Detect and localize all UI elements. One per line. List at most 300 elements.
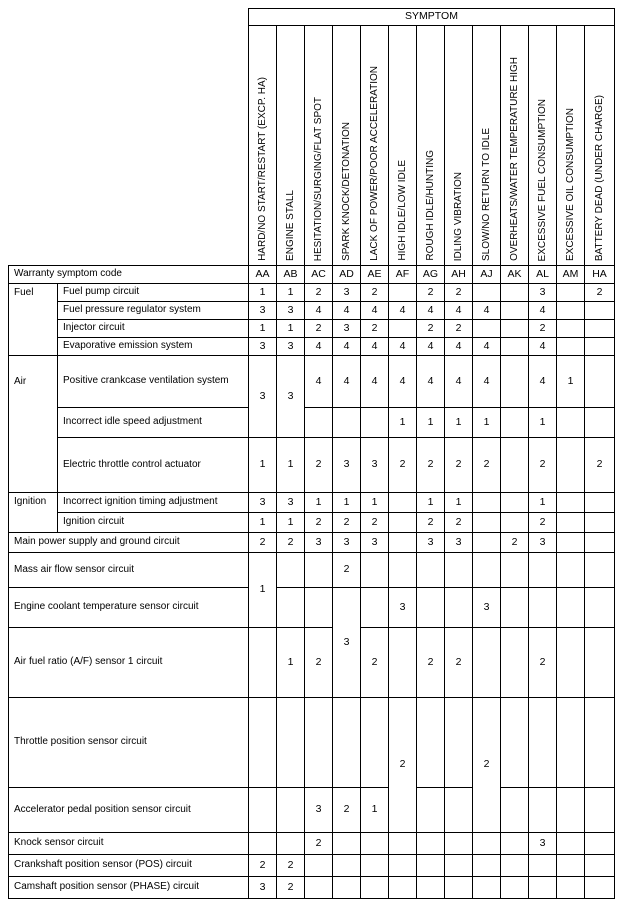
value-cell xyxy=(305,698,333,788)
value-cell: 2 xyxy=(389,438,417,493)
row-electric-throttle-actuator xyxy=(9,438,615,493)
value-cell: 1 xyxy=(277,628,305,698)
value-cell: 4 xyxy=(389,356,417,408)
row-label: Incorrect idle speed adjustment xyxy=(58,408,249,438)
value-cell: 4 xyxy=(473,356,501,408)
value-cell xyxy=(557,553,585,588)
value-cell xyxy=(557,698,585,788)
value-cell xyxy=(557,855,585,877)
value-cell: 2 xyxy=(389,698,417,833)
value-cell: 4 xyxy=(361,302,389,320)
value-cell: 2 xyxy=(305,438,333,493)
symptom-header: SYMPTOM xyxy=(249,9,615,26)
value-cell xyxy=(445,588,473,628)
value-cell: 2 xyxy=(249,855,277,877)
value-cell: 2 xyxy=(445,513,473,533)
row-knock-sensor xyxy=(9,833,615,855)
column-header-label: LACK OF POWER/POOR ACCELERATION xyxy=(369,66,380,261)
warranty-code-cell: AE xyxy=(361,266,389,284)
value-cell: 2 xyxy=(305,513,333,533)
value-cell: 1 xyxy=(249,438,277,493)
value-cell xyxy=(557,833,585,855)
value-cell xyxy=(417,698,445,788)
value-cell xyxy=(585,338,615,356)
value-cell: 3 xyxy=(361,438,389,493)
value-cell xyxy=(305,408,333,438)
value-cell: 4 xyxy=(445,356,473,408)
value-cell: 2 xyxy=(529,438,557,493)
row-label: Throttle position sensor circuit xyxy=(9,698,249,788)
value-cell xyxy=(529,877,557,899)
column-header-label: HARD/NO START/RESTART (EXCP. HA) xyxy=(257,77,268,261)
column-header-label: SPARK KNOCK/DETONATION xyxy=(341,122,352,261)
value-cell: 4 xyxy=(473,338,501,356)
value-cell: 3 xyxy=(333,533,361,553)
column-header-label: EXCESSIVE OIL CONSUMPTION xyxy=(565,108,576,261)
category-label: Fuel xyxy=(9,284,58,356)
value-cell xyxy=(333,698,361,788)
row-label: Fuel pump circuit xyxy=(58,284,249,302)
value-cell xyxy=(417,788,445,833)
value-cell: 2 xyxy=(277,877,305,899)
row-label: Engine coolant temperature sensor circuit xyxy=(9,588,249,628)
value-cell: 1 xyxy=(417,493,445,513)
row-label: Electric throttle control actuator xyxy=(58,438,249,493)
value-cell: 4 xyxy=(417,356,445,408)
value-cell xyxy=(557,877,585,899)
value-cell xyxy=(277,553,305,588)
column-header-label: EXCESSIVE FUEL CONSUMPTION xyxy=(537,98,548,261)
value-cell: 4 xyxy=(529,356,557,408)
row-label: Evaporative emission system xyxy=(58,338,249,356)
value-cell: 1 xyxy=(277,513,305,533)
column-header-cell xyxy=(333,26,361,266)
value-cell: 2 xyxy=(501,533,529,553)
column-header-cell xyxy=(585,26,615,266)
value-cell: 4 xyxy=(389,338,417,356)
value-cell: 2 xyxy=(249,533,277,553)
value-cell xyxy=(501,628,529,698)
value-cell xyxy=(249,628,277,698)
value-cell xyxy=(333,855,361,877)
value-cell xyxy=(333,877,361,899)
row-af-sensor-1 xyxy=(9,628,615,698)
value-cell: 1 xyxy=(249,513,277,533)
value-cell xyxy=(417,855,445,877)
value-cell: 2 xyxy=(361,513,389,533)
value-cell: 4 xyxy=(473,302,501,320)
value-cell: 2 xyxy=(277,533,305,553)
category-label: Ignition xyxy=(9,493,58,533)
value-cell xyxy=(501,338,529,356)
value-cell xyxy=(249,788,277,833)
row-ignition-timing xyxy=(9,493,615,513)
column-header-cell xyxy=(417,26,445,266)
value-cell: 2 xyxy=(473,698,501,833)
value-cell xyxy=(585,588,615,628)
column-header-cell xyxy=(473,26,501,266)
warranty-code-cell: AK xyxy=(501,266,529,284)
value-cell xyxy=(417,877,445,899)
column-header-label: ENGINE STALL xyxy=(285,190,296,261)
value-cell: 2 xyxy=(333,513,361,533)
warranty-code-cell: AL xyxy=(529,266,557,284)
value-cell: 2 xyxy=(305,628,333,698)
value-cell xyxy=(473,855,501,877)
value-cell: 2 xyxy=(361,284,389,302)
value-cell xyxy=(557,493,585,513)
value-cell: 3 xyxy=(333,320,361,338)
row-label: Knock sensor circuit xyxy=(9,833,249,855)
value-cell xyxy=(557,408,585,438)
value-cell xyxy=(557,338,585,356)
value-cell xyxy=(585,553,615,588)
value-cell: 3 xyxy=(277,493,305,513)
value-cell: 2 xyxy=(585,438,615,493)
warranty-code-cell: AM xyxy=(557,266,585,284)
warranty-code-cell: AC xyxy=(305,266,333,284)
value-cell xyxy=(557,284,585,302)
value-cell: 3 xyxy=(249,356,277,438)
value-cell xyxy=(389,533,417,553)
value-cell xyxy=(389,833,417,855)
value-cell xyxy=(585,320,615,338)
value-cell xyxy=(473,833,501,855)
value-cell: 1 xyxy=(361,493,389,513)
value-cell: 3 xyxy=(305,788,333,833)
warranty-code-cell: AB xyxy=(277,266,305,284)
value-cell xyxy=(585,628,615,698)
value-cell xyxy=(389,855,417,877)
warranty-code-cell: HA xyxy=(585,266,615,284)
value-cell xyxy=(501,302,529,320)
value-cell: 4 xyxy=(529,302,557,320)
value-cell xyxy=(585,302,615,320)
value-cell: 4 xyxy=(305,356,333,408)
value-cell xyxy=(473,493,501,513)
row-evaporative-emission xyxy=(9,338,615,356)
row-engine-coolant-temp-sensor xyxy=(9,588,615,628)
value-cell: 1 xyxy=(529,408,557,438)
value-cell: 3 xyxy=(277,338,305,356)
value-cell xyxy=(585,356,615,408)
value-cell: 2 xyxy=(529,320,557,338)
row-crankshaft-position-sensor xyxy=(9,855,615,877)
value-cell: 3 xyxy=(249,338,277,356)
value-cell: 4 xyxy=(333,302,361,320)
warranty-row-label: Warranty symptom code xyxy=(9,266,249,284)
value-cell: 1 xyxy=(249,320,277,338)
category-label: Air xyxy=(9,356,58,493)
value-cell xyxy=(277,698,305,788)
value-cell: 2 xyxy=(417,513,445,533)
value-cell xyxy=(529,698,557,788)
column-header-cell xyxy=(277,26,305,266)
value-cell: 4 xyxy=(417,338,445,356)
column-header-cell xyxy=(389,26,417,266)
value-cell: 1 xyxy=(249,553,277,628)
column-header-label: HIGH IDLE/LOW IDLE xyxy=(397,160,408,261)
value-cell xyxy=(445,877,473,899)
value-cell: 2 xyxy=(277,855,305,877)
value-cell xyxy=(557,513,585,533)
value-cell xyxy=(417,833,445,855)
row-label: Incorrect ignition timing adjustment xyxy=(58,493,249,513)
value-cell: 1 xyxy=(361,788,389,833)
value-cell xyxy=(501,356,529,408)
value-cell xyxy=(585,855,615,877)
value-cell: 3 xyxy=(305,533,333,553)
value-cell xyxy=(473,628,501,698)
value-cell xyxy=(361,698,389,788)
value-cell xyxy=(277,588,305,628)
value-cell xyxy=(585,493,615,513)
value-cell: 1 xyxy=(557,356,585,408)
value-cell xyxy=(361,588,389,628)
column-header-cell xyxy=(529,26,557,266)
column-header-cell xyxy=(305,26,333,266)
value-cell: 2 xyxy=(445,628,473,698)
row-label: Positive crankcase ventilation system xyxy=(58,356,249,408)
row-label: Camshaft position sensor (PHASE) circuit xyxy=(9,877,249,899)
value-cell xyxy=(473,533,501,553)
value-cell: 1 xyxy=(529,493,557,513)
column-header-label: ROUGH IDLE/HUNTING xyxy=(425,150,436,261)
value-cell xyxy=(585,788,615,833)
value-cell: 2 xyxy=(361,628,389,698)
value-cell xyxy=(361,553,389,588)
value-cell xyxy=(501,320,529,338)
value-cell: 2 xyxy=(305,833,333,855)
value-cell: 2 xyxy=(417,438,445,493)
value-cell xyxy=(557,788,585,833)
value-cell: 1 xyxy=(277,438,305,493)
value-cell xyxy=(305,553,333,588)
value-cell xyxy=(361,408,389,438)
column-header-label: IDLING VIBRATION xyxy=(453,171,464,261)
column-header-cell xyxy=(445,26,473,266)
value-cell xyxy=(445,788,473,833)
value-cell: 4 xyxy=(305,302,333,320)
value-cell: 4 xyxy=(333,338,361,356)
value-cell xyxy=(277,788,305,833)
value-cell xyxy=(473,553,501,588)
value-cell: 1 xyxy=(277,320,305,338)
row-mass-air-flow-sensor xyxy=(9,553,615,588)
value-cell xyxy=(417,553,445,588)
value-cell: 2 xyxy=(445,284,473,302)
column-header-label: OVERHEATS/WATER TEMPERATURE HIGH xyxy=(509,57,520,261)
value-cell xyxy=(501,788,529,833)
row-fuel-pump-circuit xyxy=(9,284,615,302)
value-cell xyxy=(557,533,585,553)
value-cell xyxy=(557,302,585,320)
value-cell: 1 xyxy=(249,284,277,302)
value-cell xyxy=(445,833,473,855)
value-cell xyxy=(501,493,529,513)
column-header-cell xyxy=(249,26,277,266)
value-cell xyxy=(585,533,615,553)
warranty-code-cell: AH xyxy=(445,266,473,284)
value-cell xyxy=(445,553,473,588)
value-cell xyxy=(585,513,615,533)
warranty-code-cell: AG xyxy=(417,266,445,284)
value-cell: 4 xyxy=(361,338,389,356)
value-cell xyxy=(277,833,305,855)
row-main-power-supply xyxy=(9,533,615,553)
value-cell xyxy=(529,855,557,877)
value-cell xyxy=(473,284,501,302)
value-cell xyxy=(585,833,615,855)
value-cell: 2 xyxy=(361,320,389,338)
row-ignition-circuit xyxy=(9,513,615,533)
value-cell xyxy=(529,553,557,588)
value-cell: 2 xyxy=(333,553,361,588)
value-cell: 1 xyxy=(305,493,333,513)
value-cell: 3 xyxy=(417,533,445,553)
value-cell xyxy=(529,588,557,628)
value-cell xyxy=(557,588,585,628)
column-header-label: HESITATION/SURGING/FLAT SPOT xyxy=(313,96,324,261)
value-cell: 3 xyxy=(529,533,557,553)
value-cell: 2 xyxy=(417,284,445,302)
value-cell: 2 xyxy=(585,284,615,302)
value-cell xyxy=(389,553,417,588)
column-header-cell xyxy=(557,26,585,266)
value-cell: 1 xyxy=(445,408,473,438)
value-cell: 3 xyxy=(249,877,277,899)
value-cell xyxy=(501,513,529,533)
value-cell: 3 xyxy=(249,302,277,320)
value-cell: 1 xyxy=(333,493,361,513)
value-cell xyxy=(501,698,529,788)
value-cell xyxy=(585,698,615,788)
value-cell: 2 xyxy=(473,438,501,493)
row-throttle-position-sensor xyxy=(9,698,615,788)
value-cell xyxy=(557,438,585,493)
value-cell xyxy=(305,877,333,899)
value-cell xyxy=(361,855,389,877)
value-cell: 2 xyxy=(445,320,473,338)
value-cell: 4 xyxy=(445,302,473,320)
value-cell: 4 xyxy=(361,356,389,408)
value-cell xyxy=(501,284,529,302)
value-cell: 2 xyxy=(445,438,473,493)
row-fuel-pressure-regulator xyxy=(9,302,615,320)
row-label: Accelerator pedal position sensor circuit xyxy=(9,788,249,833)
value-cell xyxy=(389,284,417,302)
value-cell xyxy=(473,877,501,899)
value-cell: 2 xyxy=(333,788,361,833)
value-cell: 3 xyxy=(277,302,305,320)
row-camshaft-position-sensor xyxy=(9,877,615,899)
value-cell xyxy=(557,628,585,698)
value-cell xyxy=(305,588,333,628)
value-cell xyxy=(501,553,529,588)
value-cell xyxy=(445,698,473,788)
value-cell xyxy=(501,438,529,493)
value-cell xyxy=(473,513,501,533)
value-cell xyxy=(389,877,417,899)
column-header-cell xyxy=(361,26,389,266)
column-header-cell xyxy=(501,26,529,266)
row-label: Main power supply and ground circuit xyxy=(9,533,249,553)
warranty-code-cell: AA xyxy=(249,266,277,284)
value-cell: 1 xyxy=(417,408,445,438)
value-cell xyxy=(333,833,361,855)
value-cell: 1 xyxy=(473,408,501,438)
value-cell xyxy=(249,833,277,855)
value-cell xyxy=(501,855,529,877)
row-pcv-system xyxy=(9,356,615,408)
value-cell xyxy=(557,320,585,338)
value-cell: 3 xyxy=(333,588,361,698)
value-cell xyxy=(389,320,417,338)
value-cell xyxy=(501,408,529,438)
row-accelerator-pedal-sensor xyxy=(9,788,615,833)
value-cell: 3 xyxy=(333,284,361,302)
value-cell xyxy=(445,855,473,877)
value-cell xyxy=(501,833,529,855)
warranty-code-cell: AJ xyxy=(473,266,501,284)
row-label: Mass air flow sensor circuit xyxy=(9,553,249,588)
row-label: Fuel pressure regulator system xyxy=(58,302,249,320)
value-cell: 2 xyxy=(305,284,333,302)
value-cell: 3 xyxy=(473,588,501,628)
value-cell: 2 xyxy=(529,628,557,698)
warranty-code-cell: AD xyxy=(333,266,361,284)
row-label: Crankshaft position sensor (POS) circuit xyxy=(9,855,249,877)
value-cell: 1 xyxy=(277,284,305,302)
value-cell xyxy=(361,877,389,899)
value-cell xyxy=(389,628,417,698)
value-cell: 3 xyxy=(529,833,557,855)
value-cell xyxy=(585,408,615,438)
value-cell: 2 xyxy=(305,320,333,338)
value-cell xyxy=(501,877,529,899)
value-cell xyxy=(361,833,389,855)
value-cell xyxy=(333,408,361,438)
value-cell: 4 xyxy=(389,302,417,320)
top-left-spacer xyxy=(9,9,249,266)
column-header-label: SLOW/NO RETURN TO IDLE xyxy=(481,128,492,261)
value-cell: 3 xyxy=(249,493,277,513)
row-warranty-code xyxy=(9,266,615,284)
value-cell: 3 xyxy=(529,284,557,302)
value-cell xyxy=(585,877,615,899)
value-cell: 3 xyxy=(389,588,417,628)
warranty-code-cell: AF xyxy=(389,266,417,284)
symptom-matrix-table xyxy=(8,8,615,899)
value-cell: 4 xyxy=(305,338,333,356)
column-header-label: BATTERY DEAD (UNDER CHARGE) xyxy=(594,94,605,261)
row-idle-speed-adjustment xyxy=(9,408,615,438)
value-cell: 2 xyxy=(417,628,445,698)
value-cell: 4 xyxy=(445,338,473,356)
value-cell xyxy=(305,855,333,877)
value-cell xyxy=(473,320,501,338)
value-cell: 4 xyxy=(529,338,557,356)
value-cell: 3 xyxy=(277,356,305,438)
value-cell: 2 xyxy=(417,320,445,338)
value-cell: 1 xyxy=(445,493,473,513)
value-cell xyxy=(389,493,417,513)
row-symptom-header xyxy=(9,9,615,26)
value-cell xyxy=(501,588,529,628)
value-cell xyxy=(417,588,445,628)
row-label: Air fuel ratio (A/F) sensor 1 circuit xyxy=(9,628,249,698)
value-cell xyxy=(249,698,277,788)
